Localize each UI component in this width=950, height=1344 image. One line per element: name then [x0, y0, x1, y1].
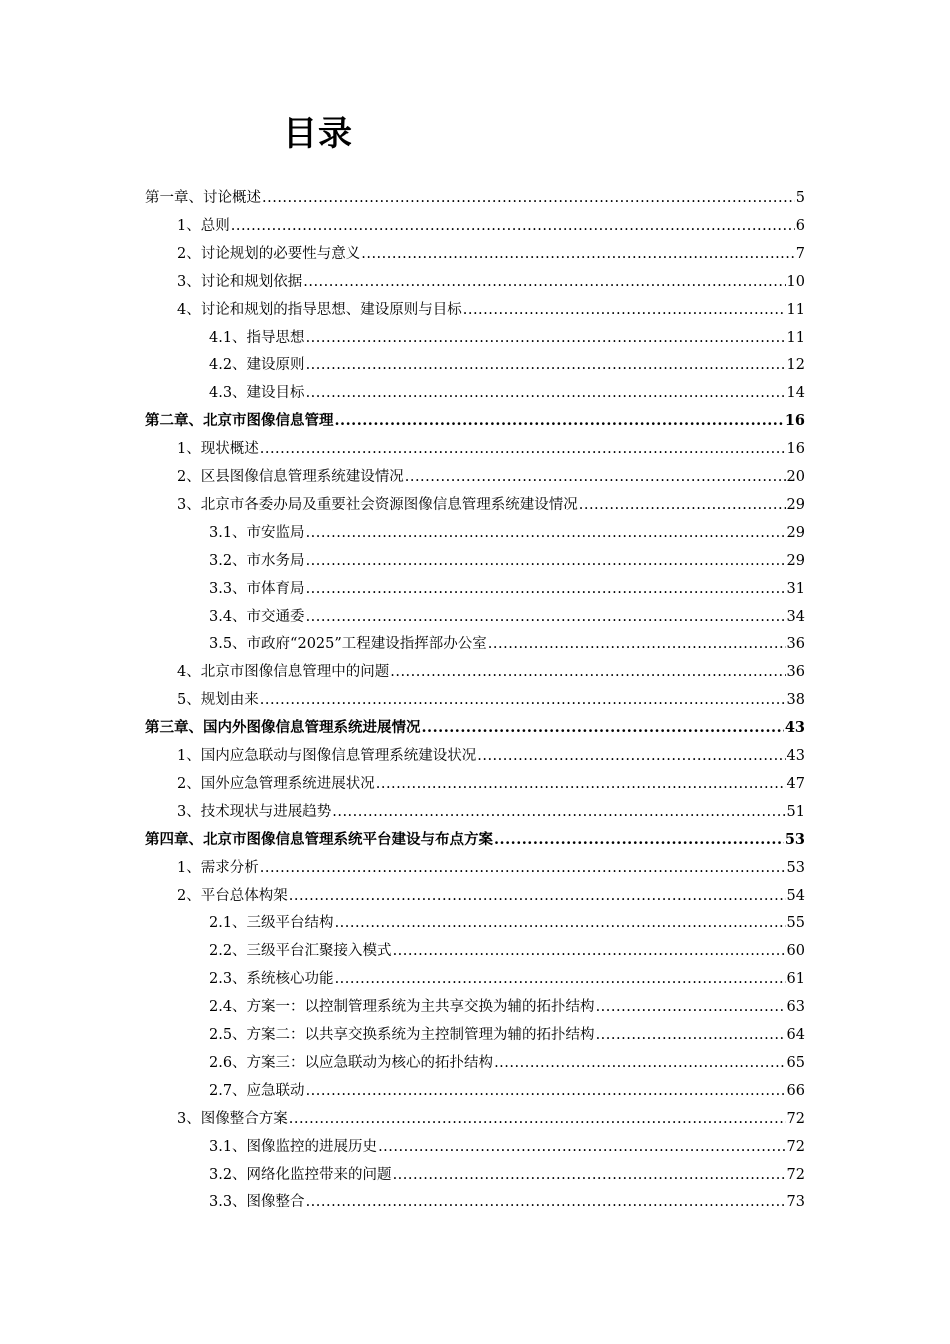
toc-entry-page-number: 10	[786, 273, 805, 290]
toc-entry[interactable]	[145, 407, 805, 435]
toc-entry[interactable]	[209, 1021, 805, 1049]
toc-entry[interactable]	[209, 937, 805, 965]
toc-entry[interactable]	[209, 519, 805, 547]
toc-entry-label: 3.2、市水务局	[209, 552, 305, 569]
toc-entry-label: 1、总则	[177, 217, 230, 234]
toc-entry[interactable]	[209, 324, 805, 352]
toc-dot-leader	[477, 742, 785, 770]
toc-entry-label: 4、北京市图像信息管理中的问题	[177, 664, 390, 681]
toc-entry-label: 第三章、国内外图像信息管理系统进展情况	[145, 719, 421, 737]
toc-entry-page-number: 36	[786, 664, 805, 681]
toc-entry[interactable]	[209, 965, 805, 993]
toc-entry-page-number: 53	[784, 830, 805, 848]
toc-entry-label: 第四章、北京市图像信息管理系统平台建设与布点方案	[145, 830, 493, 848]
toc-entry[interactable]	[209, 351, 805, 379]
toc-entry-label: 3.3、图像整合	[209, 1194, 305, 1211]
toc-dot-leader	[596, 1021, 786, 1049]
toc-entry-label: 4、讨论和规划的指导思想、建设原则与目标	[177, 301, 462, 318]
toc-entry[interactable]	[177, 1105, 805, 1133]
toc-entry-page-number: 61	[786, 971, 805, 988]
toc-dot-leader	[231, 212, 795, 240]
toc-dot-leader	[393, 1161, 786, 1189]
toc-entry[interactable]	[209, 630, 805, 658]
toc-entry[interactable]	[177, 798, 805, 826]
toc-entry[interactable]	[145, 826, 805, 854]
toc-entry-label: 2、平台总体构架	[177, 887, 288, 904]
toc-entry[interactable]	[209, 603, 805, 631]
toc-entry-page-number: 38	[786, 692, 805, 709]
toc-entry[interactable]	[177, 658, 805, 686]
toc-dot-leader	[579, 491, 786, 519]
toc-entry-page-number: 51	[786, 803, 805, 820]
toc-entry-page-number: 72	[786, 1110, 805, 1127]
toc-entry[interactable]	[177, 463, 805, 491]
toc-entry-page-number: 64	[786, 1027, 805, 1043]
toc-dot-leader	[494, 1049, 785, 1077]
toc-dot-leader	[390, 658, 785, 686]
toc-entry[interactable]	[209, 1161, 805, 1189]
toc-entry-page-number: 54	[786, 887, 805, 904]
toc-dot-leader	[306, 1188, 786, 1216]
toc-dot-leader	[488, 630, 786, 658]
toc-entry[interactable]	[177, 770, 805, 798]
toc-entry-page-number: 16	[784, 412, 805, 430]
toc-entry-page-number: 60	[786, 943, 805, 960]
toc-entry-label: 3.3、市体育局	[209, 580, 305, 597]
toc-entry-label: 2.3、系统核心功能	[209, 971, 334, 988]
toc-entry[interactable]	[177, 435, 805, 463]
toc-entry[interactable]	[177, 491, 805, 519]
toc-entry-label: 2.1、三级平台结构	[209, 915, 334, 932]
toc-entry-label: 3.4、市交通委	[209, 608, 305, 625]
toc-dot-leader	[289, 1105, 786, 1133]
toc-dot-leader	[422, 714, 784, 742]
toc-entry-page-number: 5	[795, 190, 805, 206]
toc-dot-leader	[260, 686, 786, 714]
toc-entry-page-number: 66	[786, 1082, 805, 1099]
toc-entry-page-number: 53	[786, 859, 805, 876]
toc-entry[interactable]	[177, 882, 805, 910]
toc-entry[interactable]	[177, 240, 805, 268]
toc-entry[interactable]	[177, 686, 805, 714]
toc-entry-label: 3、北京市各委办局及重要社会资源图像信息管理系统建设情况	[177, 496, 578, 513]
toc-entry-label: 3.1、图像监控的进展历史	[209, 1138, 378, 1155]
toc-entry-page-number: 29	[786, 552, 805, 569]
toc-entry-page-number: 7	[795, 245, 805, 262]
toc-entry[interactable]	[177, 854, 805, 882]
toc-entry-label: 1、需求分析	[177, 859, 259, 876]
toc-dot-leader	[335, 909, 786, 937]
toc-entry-label: 5、规划由来	[177, 692, 259, 709]
toc-entry-page-number: 34	[786, 608, 805, 625]
toc-dot-leader	[393, 937, 786, 965]
toc-entry-page-number: 29	[786, 496, 805, 513]
toc-entry-label: 2.5、方案二：以共享交换系统为主控制管理为辅的拓扑结构	[209, 1027, 595, 1043]
toc-entry-page-number: 73	[786, 1194, 805, 1211]
toc-entry-label: 1、国内应急联动与图像信息管理系统建设状况	[177, 748, 477, 764]
toc-entry-page-number: 47	[786, 775, 805, 792]
toc-dot-leader	[335, 965, 786, 993]
toc-entry[interactable]	[145, 714, 805, 742]
toc-entry-label: 3.2、网络化监控带来的问题	[209, 1166, 392, 1183]
toc-dot-leader	[306, 519, 786, 547]
toc-entry-label: 4.3、建设目标	[209, 385, 305, 402]
toc-dot-leader	[306, 603, 786, 631]
toc-entry-page-number: 31	[786, 580, 805, 597]
toc-dot-leader	[405, 463, 786, 491]
toc-entry-label: 1、现状概述	[177, 441, 259, 458]
toc-dot-leader	[335, 407, 784, 435]
toc-entry-label: 2.7、应急联动	[209, 1082, 305, 1099]
toc-entry-label: 3、讨论和规划依据	[177, 273, 303, 290]
toc-entry-label: 3、图像整合方案	[177, 1110, 288, 1127]
toc-entry-page-number: 72	[786, 1166, 805, 1183]
toc-entry-label: 4.1、指导思想	[209, 329, 305, 346]
toc-entry-page-number: 14	[786, 385, 805, 402]
toc-entry[interactable]	[177, 268, 805, 296]
toc-dot-leader	[361, 240, 795, 268]
toc-dot-leader	[260, 435, 786, 463]
toc-dot-leader	[494, 826, 784, 854]
toc-entry-label: 第一章、讨论概述	[145, 190, 261, 206]
toc-entry-page-number: 36	[786, 636, 805, 653]
toc-entry-label: 3.1、市安监局	[209, 524, 305, 541]
toc-dot-leader	[306, 324, 786, 352]
toc-entry[interactable]	[209, 1049, 805, 1077]
toc-entry-page-number: 55	[786, 915, 805, 932]
toc-entry-page-number: 72	[786, 1138, 805, 1155]
toc-entry[interactable]	[177, 296, 805, 324]
toc-entry-page-number: 12	[786, 357, 805, 374]
toc-entry-page-number: 11	[786, 329, 805, 346]
toc-entry[interactable]	[209, 1188, 805, 1216]
toc-entry[interactable]	[209, 379, 805, 407]
toc-entry[interactable]	[177, 742, 805, 770]
toc-entry[interactable]	[209, 1133, 805, 1161]
toc-entry[interactable]	[209, 993, 805, 1021]
toc-dot-leader	[289, 882, 786, 910]
toc-dot-leader	[306, 547, 786, 575]
toc-dot-leader	[306, 575, 786, 603]
toc-entry-page-number: 65	[786, 1054, 805, 1071]
toc-dot-leader	[306, 379, 786, 407]
toc-entry-label: 2、国外应急管理系统进展状况	[177, 775, 375, 792]
toc-entry-page-number: 11	[786, 301, 805, 318]
toc-entry-page-number: 20	[786, 469, 805, 485]
toc-entry[interactable]	[145, 184, 805, 212]
toc-dot-leader	[303, 268, 785, 296]
toc-entry-page-number: 16	[786, 441, 805, 458]
toc-dot-leader	[260, 854, 786, 882]
toc-entry-label: 3、技术现状与进展趋势	[177, 803, 332, 820]
toc-dot-leader	[463, 296, 786, 324]
toc-dot-leader	[596, 993, 786, 1021]
toc-dot-leader	[262, 184, 795, 212]
toc-entry[interactable]	[209, 575, 805, 603]
toc-entry[interactable]	[209, 1077, 805, 1105]
toc-entry[interactable]	[209, 909, 805, 937]
toc-entry-label: 4.2、建设原则	[209, 357, 305, 374]
toc-entry-label: 3.5、市政府“2025”工程建设指挥部办公室	[209, 636, 487, 653]
toc-entry-page-number: 43	[786, 748, 805, 764]
toc-dot-leader	[332, 798, 785, 826]
toc-entry[interactable]	[177, 212, 805, 240]
toc-entry-page-number: 63	[786, 999, 805, 1016]
toc-entry-page-number: 29	[786, 524, 805, 541]
toc-dot-leader	[376, 770, 786, 798]
page-title: 目录	[283, 114, 353, 154]
toc-entry-label: 2、区县图像信息管理系统建设情况	[177, 469, 404, 485]
toc-entry-label: 2.6、方案三：以应急联动为核心的拓扑结构	[209, 1054, 494, 1071]
toc-entry-page-number: 6	[795, 217, 805, 234]
toc-entry-label: 第二章、北京市图像信息管理	[145, 412, 334, 430]
toc-entry-label: 2.2、三级平台汇聚接入模式	[209, 943, 392, 960]
toc-dot-leader	[306, 351, 786, 379]
toc-entry-page-number: 43	[784, 719, 805, 737]
toc-dot-leader	[306, 1077, 786, 1105]
toc-dot-leader	[378, 1133, 785, 1161]
toc-entry-label: 2.4、方案一：以控制管理系统为主共享交换为辅的拓扑结构	[209, 999, 595, 1016]
toc-entry-label: 2、讨论规划的必要性与意义	[177, 245, 361, 262]
toc-entry[interactable]	[209, 547, 805, 575]
